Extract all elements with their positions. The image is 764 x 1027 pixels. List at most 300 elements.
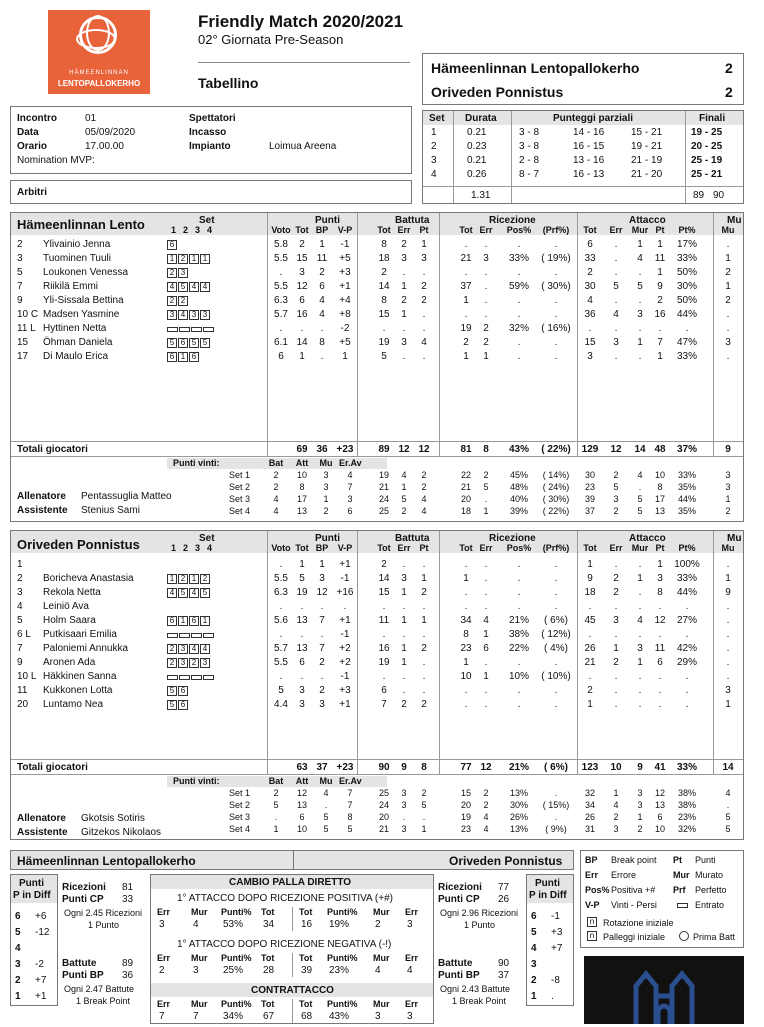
stat-cell: +2 — [339, 657, 351, 668]
set-stat-cell: 2 — [421, 788, 427, 798]
rotation-box: 2 — [200, 574, 210, 584]
set-label: Set 2 — [229, 800, 251, 810]
stat-cell: 1 — [725, 281, 731, 292]
stat-cell: . — [685, 323, 689, 334]
rotation-box: 3 — [200, 658, 210, 668]
stat-cell: 1 — [463, 295, 469, 306]
player-name: Kukkonen Lotta — [43, 685, 113, 696]
stat-cell: . — [517, 239, 521, 250]
set-stat-cell: 3 — [613, 824, 619, 834]
stat-cell: . — [638, 351, 642, 362]
set-num: 1 — [431, 127, 437, 138]
stat-cell: . — [726, 657, 730, 668]
col-header: Tot — [583, 225, 597, 235]
set-label: Set 4 — [229, 824, 251, 834]
set-label: Set 3 — [229, 812, 251, 822]
legend-key: BP — [585, 855, 598, 865]
pv-cell: 3 — [323, 482, 329, 492]
pv-cell: 17 — [296, 494, 307, 504]
stat-cell: 1 — [483, 351, 489, 362]
stat-cell: . — [343, 601, 347, 612]
stat-cell: 5.5 — [274, 253, 288, 264]
set-stat-cell: 33% — [677, 470, 696, 480]
stat-cell: . — [614, 601, 618, 612]
diff-rot: 1 — [531, 991, 537, 1002]
legend-value: Punti — [695, 855, 716, 865]
stat-cell: 4 — [637, 615, 643, 626]
cp-header: Tot — [261, 907, 275, 917]
match-title: Friendly Match 2020/2021 — [198, 12, 404, 31]
stat-cell: . — [517, 573, 521, 584]
partial-16: 16 - 13 — [573, 169, 605, 180]
player-row — [11, 253, 743, 267]
stat-cell: 5.8 — [274, 239, 288, 250]
col-header: Err — [397, 225, 411, 235]
player-row — [11, 573, 743, 587]
legend-value: Break point — [611, 855, 657, 865]
stat-cell: 3 — [401, 573, 407, 584]
stat-cell: 1 — [657, 559, 663, 570]
stat-cell: . — [402, 323, 406, 334]
stat-cell: . — [484, 587, 488, 598]
home-team-name: Hämeenlinnan Lentopallokerho — [431, 60, 640, 76]
rotation-box: 3 — [178, 644, 188, 654]
rotation-box: 4 — [178, 310, 188, 320]
stat-cell: 15 — [296, 253, 308, 264]
col-header: Pt — [419, 543, 429, 553]
stat-cell: . — [554, 657, 558, 668]
stat-cell: 2 — [319, 657, 325, 668]
rotation-box: 1 — [178, 616, 188, 626]
pv-cell: 6 — [347, 506, 353, 516]
stat-cell: . — [614, 685, 618, 696]
stat-cell: 18 — [378, 253, 390, 264]
stat-cell: . — [726, 643, 730, 654]
total-cell: 9 — [725, 444, 731, 455]
player-sets — [167, 240, 178, 251]
total-cell: ( 22%) — [541, 444, 571, 455]
stat-cell: . — [484, 699, 488, 710]
set-stat-cell: 2 — [421, 470, 427, 480]
stat-cell: 1 — [725, 253, 731, 264]
stat-cell: 18 — [584, 587, 596, 598]
stat-cell: . — [320, 671, 324, 682]
col-header: Tot — [459, 543, 473, 553]
rotation-box: 5 — [178, 282, 188, 292]
set-stat-cell: 13% — [509, 824, 528, 834]
stat-cell: . — [614, 295, 618, 306]
stat-cell: . — [279, 323, 283, 334]
legend-key: Mur — [673, 870, 690, 880]
pv-cell: 4 — [273, 494, 279, 504]
set-stat-cell: 34 — [584, 800, 595, 810]
col-header: Err — [609, 543, 623, 553]
stat-cell: 12 — [296, 281, 308, 292]
stat-cell: . — [554, 573, 558, 584]
stat-cell: . — [658, 629, 662, 640]
set-stat-cell: 1 — [637, 812, 643, 822]
stat-cell: 1 — [319, 559, 325, 570]
diff-rot: 3 — [531, 959, 537, 970]
stat-cell: 2 — [319, 685, 325, 696]
set-stat-cell: 2 — [725, 506, 731, 516]
stat-cell: . — [517, 685, 521, 696]
set-stat-cell: 4 — [483, 824, 489, 834]
attacco-header: Attacco — [629, 533, 666, 544]
pv-header: Er.Av — [339, 776, 362, 786]
stat-cell: . — [422, 685, 426, 696]
rotation-box: 6 — [167, 352, 177, 362]
set-stat-cell: 3 — [637, 788, 643, 798]
player-sets — [167, 588, 211, 599]
stat-cell: 1 — [299, 351, 305, 362]
stat-cell: . — [638, 267, 642, 278]
stat-cell: 10% — [508, 671, 529, 682]
player-number: 5 — [17, 267, 23, 278]
stat-cell: . — [554, 239, 558, 250]
set-stat-cell: 3 — [401, 824, 407, 834]
col-header: Pt — [655, 543, 665, 553]
player-sets — [167, 268, 189, 279]
set-stat-cell: 4 — [421, 506, 427, 516]
set-final: 25 - 21 — [691, 169, 723, 180]
set-stat-cell: 20 — [460, 494, 471, 504]
set-label: Set 2 — [229, 482, 251, 492]
stat-cell: . — [484, 573, 488, 584]
col-header: Err — [479, 225, 493, 235]
total-cell: 48 — [654, 444, 666, 455]
set-stat-cell: 5 — [483, 482, 489, 492]
legend-value: Vinti - Persi — [611, 900, 657, 910]
set-stat-cell: 1 — [613, 788, 619, 798]
stat-cell: 1 — [637, 239, 643, 250]
partial-8: 3 - 8 — [519, 141, 540, 152]
diff-val: -12 — [35, 927, 50, 938]
rotation-box: 5 — [189, 338, 199, 348]
player-name: Tuominen Tuuli — [43, 253, 111, 264]
volleyball-icon — [79, 16, 117, 54]
set-label: Set 1 — [229, 470, 251, 480]
set-stat-cell: 6 — [657, 812, 663, 822]
stat-cell: 13 — [296, 643, 308, 654]
partial-21: 19 - 21 — [631, 141, 663, 152]
total-cell: 12 — [610, 444, 622, 455]
player-number: 20 — [17, 699, 29, 710]
set-stat-cell: 2 — [637, 824, 643, 834]
stat-cell: . — [402, 629, 406, 640]
cp-header: Mur — [373, 953, 390, 963]
player-number: 4 — [17, 601, 23, 612]
stat-cell: 3 — [421, 253, 427, 264]
col-header: Mu — [721, 225, 735, 235]
set-stat-cell: 25 — [378, 788, 389, 798]
stat-cell: 5 — [613, 281, 619, 292]
player-sets — [167, 254, 211, 265]
set-stat-cell: 44% — [677, 494, 696, 504]
stat-cell: 1 — [483, 671, 489, 682]
total-cell: 69 — [296, 444, 308, 455]
stat-cell: +16 — [336, 587, 354, 598]
total-cell: 9 — [401, 762, 407, 773]
stat-cell: 3 — [483, 253, 489, 264]
stat-cell: 2 — [401, 699, 407, 710]
ricezione-header: Ricezione — [489, 533, 536, 544]
set-stat-cell: ( 14%) — [542, 470, 570, 480]
stat-cell: 2 — [613, 587, 619, 598]
set-stat-cell: 1 — [421, 824, 427, 834]
cp-value: 43% — [329, 1011, 350, 1022]
set-stat-cell: 5 — [421, 800, 427, 810]
set-stat-cell: 5 — [637, 494, 643, 504]
player-name: Ylivainio Jenna — [43, 239, 111, 250]
set-stat-cell: 20 — [460, 800, 471, 810]
total-cell: 41 — [654, 762, 666, 773]
partial-21: 21 - 19 — [631, 155, 663, 166]
set-stat-cell: 13 — [654, 800, 665, 810]
cp-value: 3 — [159, 919, 165, 930]
stat-cell: 2 — [613, 573, 619, 584]
player-number: 9 — [17, 657, 23, 668]
rotation-box: 6 — [189, 352, 199, 362]
set-stat-cell: 23 — [460, 824, 471, 834]
cp-value: 19% — [329, 919, 350, 930]
stat-cell: 5 — [637, 281, 643, 292]
cp-value: 39 — [301, 965, 313, 976]
stat-cell: . — [464, 685, 468, 696]
stat-cell: 42% — [676, 643, 697, 654]
player-sets — [167, 672, 215, 683]
set-duration: 0.26 — [467, 169, 487, 180]
stat-cell: 7 — [657, 337, 663, 348]
cp-value: 3 — [407, 919, 413, 930]
player-number: 11 — [17, 685, 28, 696]
stat-cell: 27% — [676, 615, 697, 626]
stat-cell: 1 — [401, 657, 407, 668]
stat-cell: 6 — [299, 657, 305, 668]
set-stat-cell: 5 — [613, 482, 619, 492]
player-name: Yli-Sissala Bettina — [43, 295, 124, 306]
set-col-header: 2 — [183, 543, 189, 553]
set-header: Set — [199, 533, 215, 544]
stat-cell: . — [279, 267, 283, 278]
stat-cell: 1 — [657, 351, 663, 362]
match-info-box: Incontro 01 Data 05/09/2020 Orario 17.00.00 Nomination MVP: Spettatori Incasso Impianto Loimua Areena — [10, 106, 412, 174]
set-stat-cell: 4 — [637, 470, 643, 480]
cp-header: Err — [157, 907, 171, 917]
rotation-box: 4 — [189, 282, 199, 292]
total-cell: 10 — [610, 762, 622, 773]
stat-cell: . — [402, 671, 406, 682]
stat-cell: . — [554, 685, 558, 696]
stat-cell: 9 — [657, 281, 663, 292]
set-stat-cell: 8 — [657, 482, 663, 492]
cp-value: 3 — [193, 965, 199, 976]
stat-cell: 3 — [319, 573, 325, 584]
stat-cell: . — [658, 323, 662, 334]
stat-cell: 30% — [676, 281, 697, 292]
rotation-box: 5 — [200, 588, 210, 598]
pv-header: Mu — [319, 458, 333, 468]
total-cell: 123 — [581, 762, 599, 773]
player-name: Luntamo Nea — [43, 699, 104, 710]
player-row — [11, 559, 743, 573]
cp-value: 3 — [375, 1011, 381, 1022]
stat-cell: 4 — [319, 295, 325, 306]
rotation-box: 3 — [200, 310, 210, 320]
total-cell: 37 — [316, 762, 328, 773]
set-header: Set — [199, 215, 215, 226]
stat-cell: . — [422, 267, 426, 278]
col-header: (Prf%) — [542, 225, 570, 235]
stat-cell: 8 — [657, 587, 663, 598]
stat-cell: 2 — [587, 685, 593, 696]
stat-cell: +4 — [339, 295, 351, 306]
player-row — [11, 323, 743, 337]
punti-header: Punti — [315, 533, 340, 544]
cp-header: Tot — [299, 999, 313, 1009]
set-stat-cell: 1 — [483, 506, 489, 516]
cp-header: Mur — [191, 953, 208, 963]
set-stat-cell: 35% — [677, 482, 696, 492]
cp-header: Err — [405, 999, 419, 1009]
pv-cell: 3 — [323, 470, 329, 480]
pv-cell: 4 — [323, 788, 329, 798]
stat-cell: 2 — [483, 337, 489, 348]
rotation-box: 6 — [178, 686, 188, 696]
stat-cell: -1 — [340, 629, 350, 640]
stat-cell: . — [554, 601, 558, 612]
rotation-box: 6 — [167, 240, 177, 250]
stat-cell: . — [726, 559, 730, 570]
stat-cell: . — [554, 267, 558, 278]
stat-cell: 3 — [299, 267, 305, 278]
stat-cell: 19 — [378, 337, 390, 348]
partial-21: 21 - 20 — [631, 169, 663, 180]
legend-value: Murato — [695, 870, 724, 880]
set-stat-cell: 25 — [378, 506, 389, 516]
cambio-palla-box: CAMBIO PALLA DIRETTO 1° ATTACCO DOPO RICEZIONE POSITIVA (+#) Err Mur Punti% Tot Tot Punti% Mur Err 3 4 53% 34 16 19% 2 3 1° ATTACCO DOPO RICEZIONE NEGATIVA (-!) Err Mur Punti% Tot Tot Punti% Mur Err 2 3 25% 28 39 23% 4 4 CONTRATTACCO Err Mur Punti% Tot Tot Punti% Mur Err 7 7 34% 67 68 43% 3 3 — [150, 874, 434, 1024]
stat-cell: . — [726, 671, 730, 682]
rotation-box: 1 — [167, 574, 177, 584]
stat-cell: . — [726, 239, 730, 250]
pv-header: Att — [295, 776, 309, 786]
away-cp-bp: Ricezioni 77 Punti CP 26 Ogni 2.96 Ricezioni 1 Punto Battute 90 Punti BP 37 Ogni 2.43 Battute 1 Break Point — [438, 882, 519, 1006]
player-row — [11, 587, 743, 601]
player-number: 9 — [17, 295, 23, 306]
player-name: Madsen Yasmine — [43, 309, 120, 320]
stat-cell: 1 — [637, 573, 643, 584]
col-header: Voto — [271, 543, 291, 553]
stat-cell: . — [685, 601, 689, 612]
total-cell: 43% — [508, 444, 529, 455]
rotation-box: 4 — [167, 282, 177, 292]
stat-cell: 44% — [676, 309, 697, 320]
stat-cell: . — [464, 559, 468, 570]
stat-cell: 3 — [657, 573, 663, 584]
diff-rot: 2 — [15, 975, 21, 986]
stat-cell: -1 — [340, 573, 350, 584]
partial-8: 2 - 8 — [519, 155, 540, 166]
set-num: 2 — [431, 141, 437, 152]
player-row — [11, 239, 743, 253]
stat-cell: 1 — [613, 643, 619, 654]
stat-cell: 3 — [401, 337, 407, 348]
stat-cell: 1 — [299, 559, 305, 570]
cp-value: 4 — [193, 919, 199, 930]
stat-cell: . — [614, 559, 618, 570]
stat-cell: 2 — [421, 587, 427, 598]
set-stat-cell: 4 — [613, 800, 619, 810]
set-stat-cell: ( 30%) — [542, 494, 570, 504]
stat-cell: . — [588, 629, 592, 640]
pv-cell: 7 — [347, 788, 353, 798]
stat-cell: . — [726, 309, 730, 320]
set-stat-cell: . — [554, 812, 558, 822]
rotation-box: 3 — [178, 658, 188, 668]
stat-cell: 3 — [587, 351, 593, 362]
player-sets — [167, 352, 200, 363]
stat-cell: . — [422, 351, 426, 362]
diff-rot: 6 — [15, 911, 21, 922]
cp-value: 23% — [329, 965, 350, 976]
stat-cell: . — [422, 671, 426, 682]
cp-value: 67 — [263, 1011, 275, 1022]
stat-cell: . — [464, 239, 468, 250]
stat-cell: . — [638, 685, 642, 696]
stat-cell: . — [320, 351, 324, 362]
stat-cell: . — [638, 629, 642, 640]
rotation-box: 6 — [167, 616, 177, 626]
partial-16: 13 - 16 — [573, 155, 605, 166]
diff-val: -1 — [551, 911, 560, 922]
stat-cell: 14 — [378, 573, 390, 584]
stat-cell: . — [685, 671, 689, 682]
stat-cell: 16 — [378, 643, 390, 654]
total-cell: +23 — [336, 762, 354, 773]
player-number: 10 C — [17, 309, 39, 320]
set-stat-cell: . — [638, 482, 642, 492]
stat-cell: 11 — [654, 253, 666, 264]
total-cell: 63 — [296, 762, 308, 773]
cp-header: Punti% — [221, 907, 252, 917]
player-number: 6 L — [17, 629, 31, 640]
rotation-box: 2 — [167, 658, 177, 668]
set-stat-cell: 3 — [725, 482, 731, 492]
rotation-box: 2 — [178, 254, 188, 264]
total-cell: 81 — [460, 444, 472, 455]
rotation-box: 5 — [167, 686, 177, 696]
rotation-box: 5 — [167, 700, 177, 710]
set-stat-cell: 37 — [584, 506, 595, 516]
pv-cell: 3 — [347, 494, 353, 504]
stat-cell: . — [614, 239, 618, 250]
player-sets — [167, 324, 215, 335]
player-number: 7 — [17, 643, 23, 654]
stat-cell: 1 — [637, 337, 643, 348]
diff-val: +7 — [35, 975, 47, 986]
tabellino-label: Tabellino — [198, 75, 259, 91]
set-duration: 0.23 — [467, 141, 487, 152]
cp-header: Err — [157, 953, 171, 963]
punti-header: Punti — [315, 215, 340, 226]
legend-value: Entrato — [695, 900, 725, 910]
partial-16: 16 - 15 — [573, 141, 605, 152]
stat-cell: 1 — [319, 239, 325, 250]
stat-cell: . — [517, 657, 521, 668]
set-stat-cell: 19 — [378, 470, 389, 480]
stat-cell: . — [517, 295, 521, 306]
rotation-box: 5 — [200, 338, 210, 348]
